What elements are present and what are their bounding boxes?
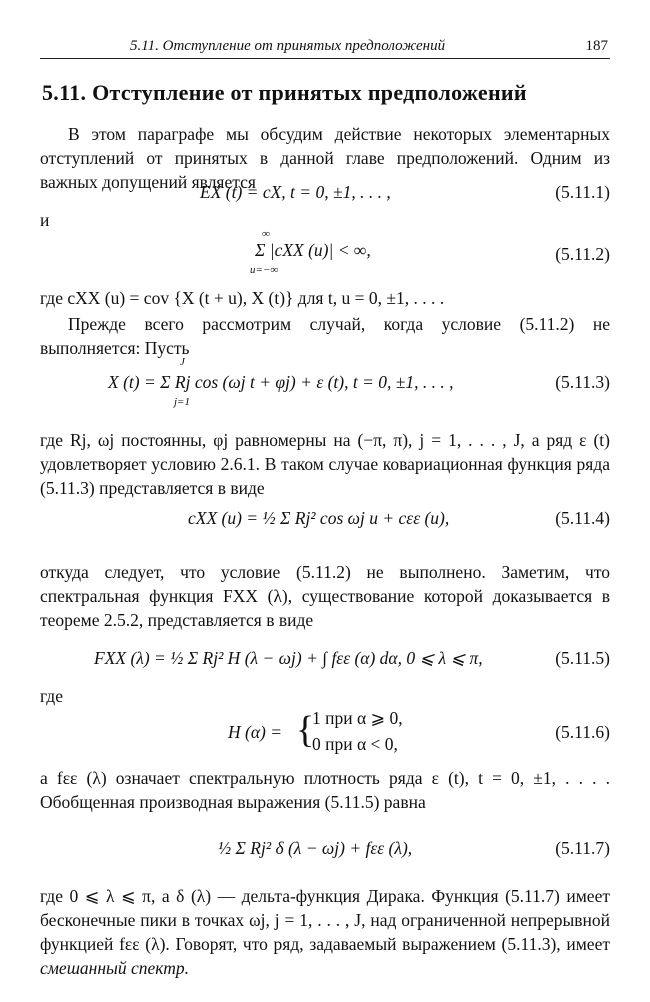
paragraph-density: а fεε (λ) означает спектральную плотность ряда ε (t), t = 0, ±1, . . . . Обобщенная производная выражения (5.11.5) равна [40,768,610,812]
equation-number: (5.11.4) [555,508,610,528]
equation-formula: FXX (λ) = ½ Σ Rj² H (λ − ωj) + ∫ fεε (α) dα, 0 ⩽ λ ⩽ π, [94,648,483,668]
paragraph-dirac-text: где 0 ⩽ λ ⩽ π, а δ (λ) — дельта-функция Дирака. Функция (5.11.7) имеет бесконечные пики в точках ωj, j = 1, . . . , J, над ограниченной непрерывной функцией fεε (λ). Говорят, что ряд, задаваемый выражением (5.11.3), имеет [40,886,610,954]
equation-lhs: H (α) = [228,722,283,742]
case-two: 0 при α < 0, [312,734,398,754]
equation-5-11-5 [40,636,610,686]
definition-line: где cXX (u) = cov {X (t + u), X (t)} для t, u = 0, ±1, . . . . [40,288,445,308]
equation-number: (5.11.6) [555,722,610,742]
running-header [40,34,610,59]
page-number: 187 [585,38,608,54]
equation-number: (5.11.7) [555,838,610,858]
equation-number: (5.11.1) [555,182,610,202]
equation-number: (5.11.5) [555,648,610,668]
book-page [40,0,610,1002]
paragraph-case: Прежде всего рассмотрим случай, когда условие (5.11.2) не выполняется: Пусть [40,314,610,358]
paragraph-intro: В этом параграфе мы обсудим действие некоторых элементарных отступлений от принятых в данной главе предположений. Одним из важных допущений является [40,124,610,192]
conjunction-and: и [40,210,50,230]
equation-5-11-1 [40,180,610,220]
case-one: 1 при α ⩾ 0, [312,708,403,728]
equation-formula: cXX (u) = ½ Σ Rj² cos ωj u + cεε (u), [188,508,450,528]
sum-upper-limit: ∞ [262,228,270,240]
sum-lower-limit: u=−∞ [250,264,279,276]
equation-formula: Σ |cXX (u)| < ∞, [255,240,371,260]
paragraph-constants: где Rj, ωj постоянны, φj равномерны на (−π, π), j = 1, . . . , J, а ряд ε (t) удовлетворяет условию 2.6.1. В таком случае ковариационная функция ряда (5.11.3) представляется в виде [40,430,610,498]
conjunction-where: где [40,686,63,706]
paragraph-spectral-function: откуда следует, что условие (5.11.2) не выполнено. Заметим, что спектральная функция FXX (λ), существование которой доказывается в теореме 2.5.2, представляется в виде [40,562,610,630]
equation-formula: EX (t) = cX, t = 0, ±1, . . . , [200,182,391,202]
running-title: 5.11. Отступление от принятых предположений [130,38,446,54]
equation-5-11-4 [40,496,610,546]
equation-formula: ½ Σ Rj² δ (λ − ωj) + fεε (λ), [218,838,413,858]
emphasis-mixed-spectrum: смешанный спектр. [40,958,190,978]
equation-number: (5.11.3) [555,372,610,392]
sum-upper-limit: J [180,356,185,368]
equation-5-11-7 [40,826,610,876]
paragraph-dirac [40,884,610,980]
brace-icon: { [296,709,315,751]
equation-number: (5.11.2) [555,244,610,264]
equation-5-11-6 [40,706,610,762]
equation-5-11-2 [40,228,610,280]
section-title: 5.11. Отступление от принятых предположений [42,80,527,105]
sum-lower-limit: j=1 [174,396,190,408]
equation-formula: X (t) = Σ Rj cos (ωj t + φj) + ε (t), t = 0, ±1, . . . , [108,372,454,392]
equation-5-11-3 [40,356,610,412]
